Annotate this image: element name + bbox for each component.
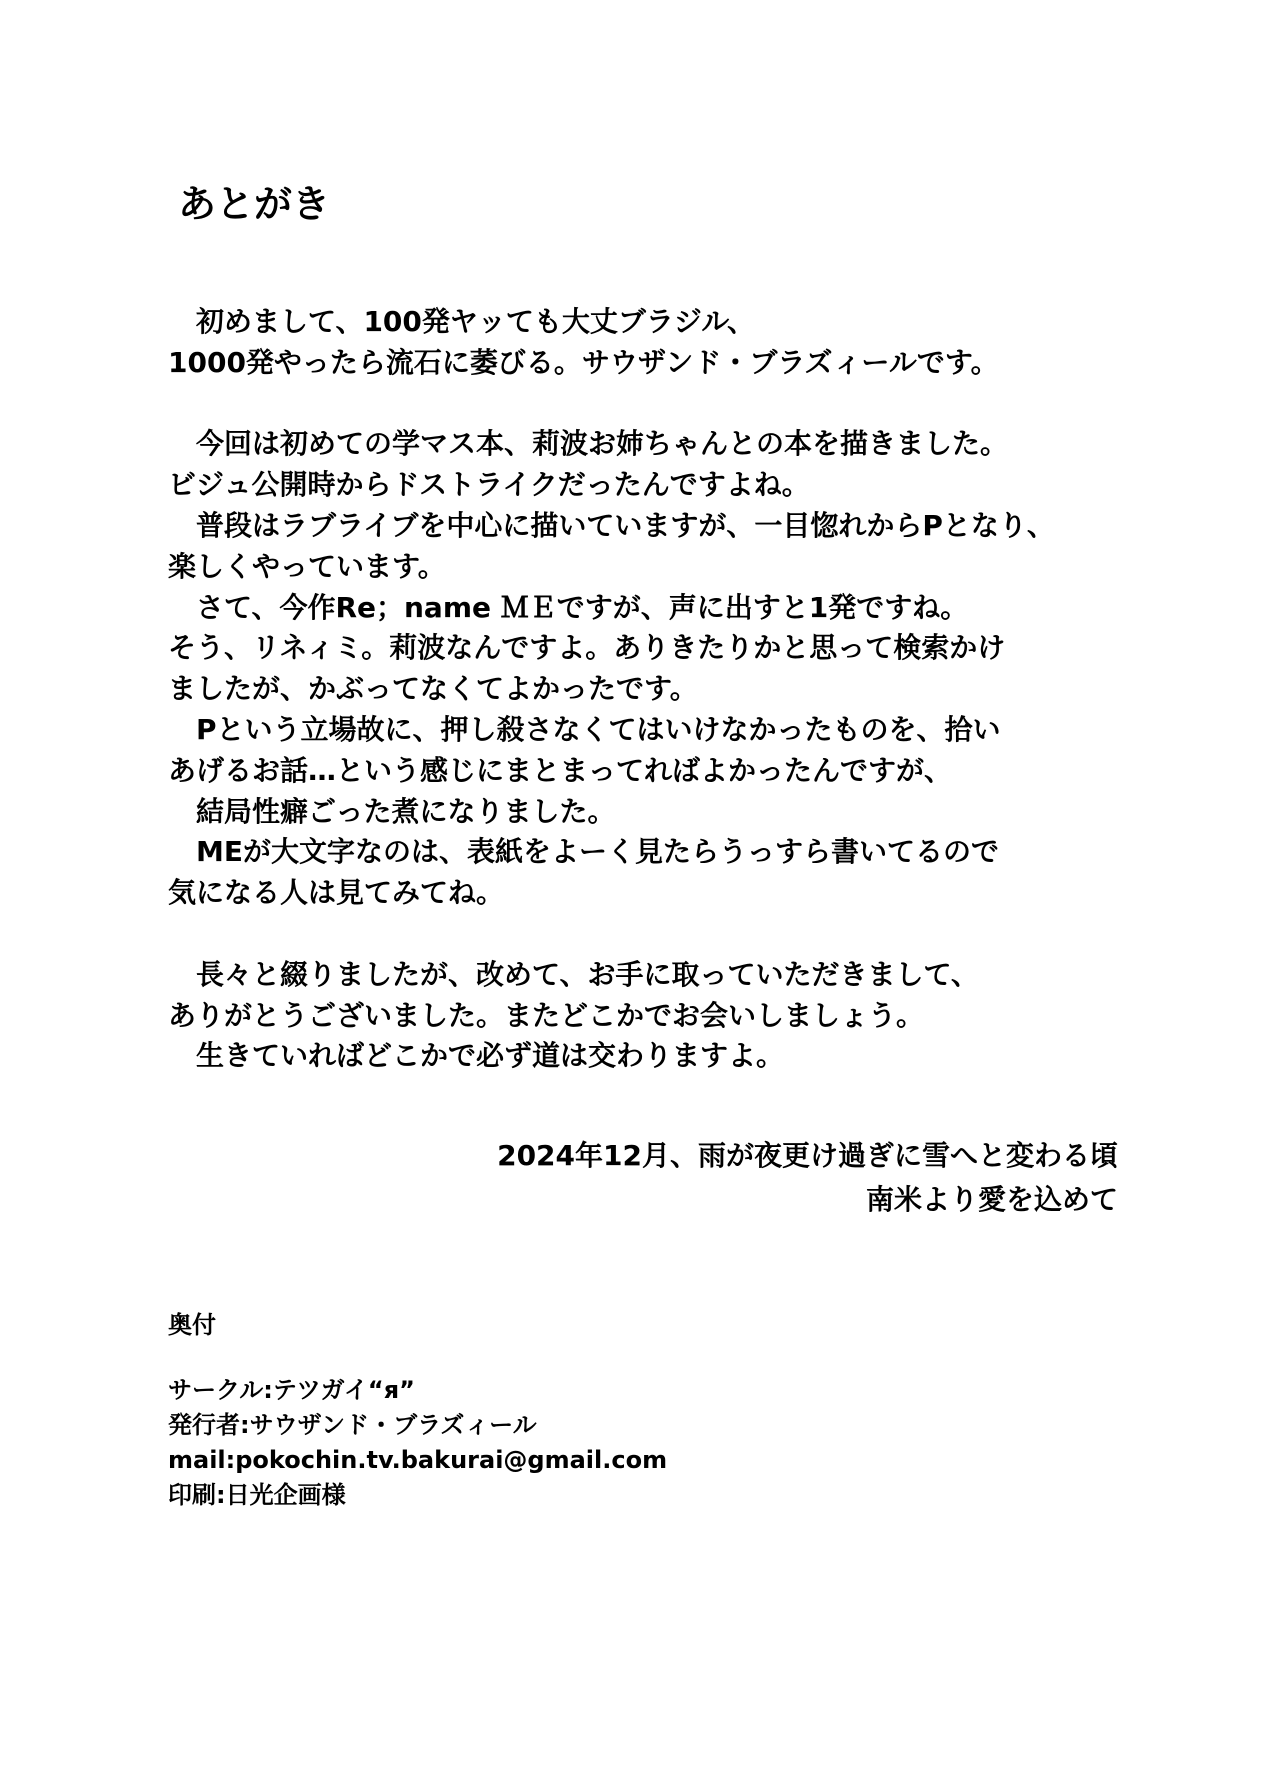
body-line: ありがとうございました。またどこかでお会いしましょう。 — [168, 998, 925, 1032]
afterword-body — [168, 302, 1228, 1077]
body-line: ましたが、かぶってなくてよかったです。 — [168, 672, 698, 706]
body-line: そう、リネィミ。莉波なんですよ。ありきたりかと思って検索かけ — [168, 631, 1006, 665]
blank-line — [168, 384, 1228, 425]
colophon-printer: 印刷:日光企画様 — [168, 1481, 346, 1509]
body-line: 楽しくやっています。 — [168, 549, 446, 583]
colophon — [168, 1373, 667, 1513]
page-title: あとがき — [178, 182, 331, 226]
colophon-publisher: 発行者:サウザンド・ブラズィール — [168, 1411, 537, 1439]
body-line: さて、今作Re；name ＭＥですが、声に出すと1発ですね。 — [168, 590, 969, 624]
colophon-mail: mail:pokochin.tv.bakurai@gmail.com — [168, 1446, 668, 1474]
signature-date-line: 2024年12月、雨が夜更け過ぎに雪へと変わる頃 — [497, 1139, 1118, 1172]
body-line: 生きていればどこかで必ず道は交わりますよ。 — [168, 1039, 785, 1073]
body-line: 気になる人は見てみてね。 — [168, 876, 505, 910]
signature-closing: 南米より愛を込めて — [865, 1183, 1118, 1216]
body-line: 長々と綴りましたが、改めて、お手に取っていただきまして、 — [168, 957, 979, 991]
colophon-circle: サークル:テツガイ“я” — [168, 1376, 415, 1404]
body-line: 初めまして、100発ヤッても大丈ブラジル、 — [168, 305, 755, 338]
blank-line — [168, 914, 1228, 955]
body-line: 今回は初めての学マス本、莉波お姉ちゃんとの本を描きました。 — [168, 427, 1009, 461]
body-line: MEが大文字なのは、表紙をよーく見たらうっすら書いてるので — [168, 835, 999, 869]
body-line: 結局性癖ごった煮になりました。 — [168, 794, 616, 828]
colophon-heading: 奥付 — [168, 1311, 216, 1339]
body-line: 1000発やったら流石に萎びる。サウザンド・ブラズィールです。 — [168, 345, 999, 379]
signature-block — [497, 1134, 1118, 1222]
body-line: 普段はラブライブを中心に描いていますが、一目惚れからPとなり、 — [168, 508, 1055, 542]
body-line: あげるお話…という感じにまとまってればよかったんですが、 — [168, 753, 953, 787]
body-line: ビジュ公開時からドストライクだったんですよね。 — [168, 468, 810, 502]
body-line: Pという立場故に、押し殺さなくてはいけなかったものを、拾い — [168, 712, 1001, 746]
